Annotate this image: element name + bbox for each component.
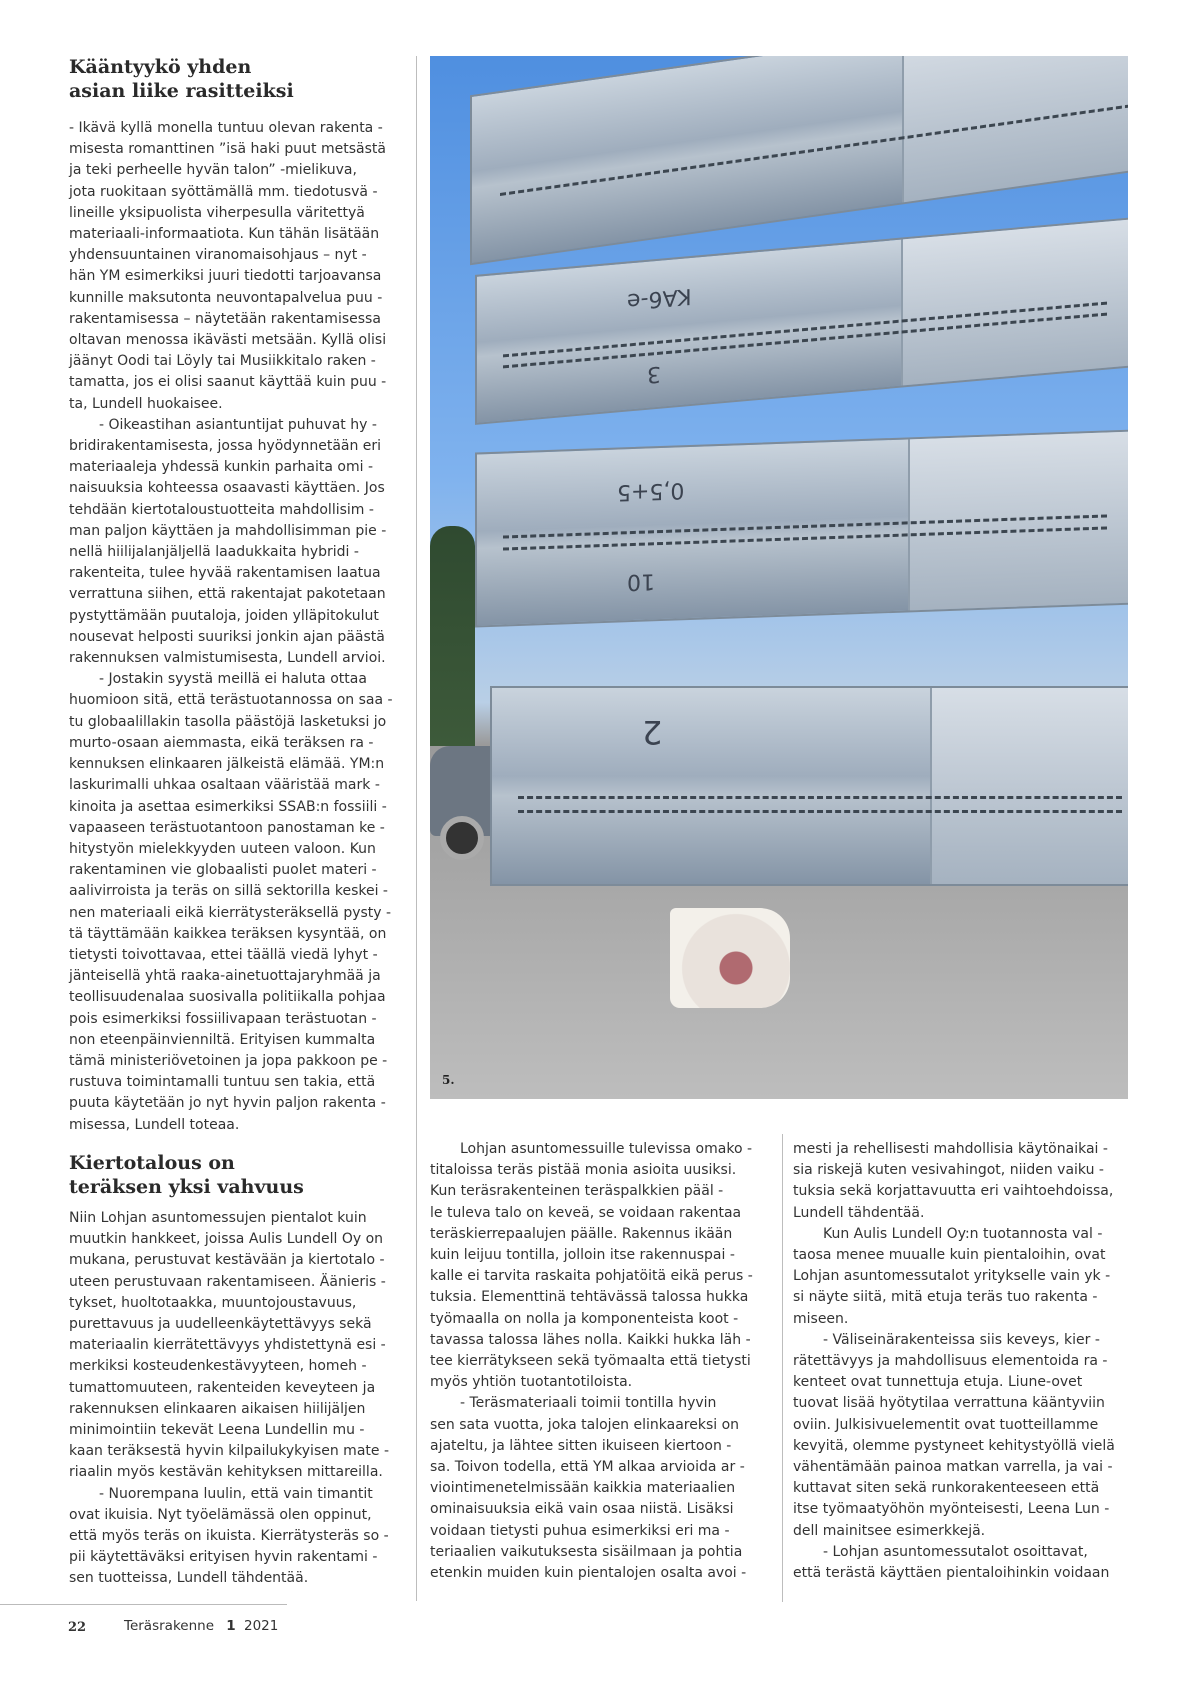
text-line: oviin. Julkisivuelementit ovat tuotteillamme	[793, 1416, 1099, 1433]
text-line: materiaaleja yhdessä kunkin parhaita omi -	[69, 459, 373, 476]
text-line: tietysti toivottavaa, ettei täällä viedä lyhyt -	[69, 946, 378, 963]
text-line: aalivirroista ja teräs on sillä sektorilla keskei -	[69, 883, 388, 900]
text-line: ja teki perheelle hyvän talon” -mielikuva,	[69, 162, 357, 179]
text-line: tee kierrätykseen sekä työmaalta että tietysti	[430, 1353, 751, 1370]
text-line: että myös teräs on ikuista. Kierrätysteräs so -	[69, 1528, 389, 1545]
text-line: materiaali-informaatiota. Kun tähän lisätään	[69, 226, 380, 243]
issue-number: 1	[226, 1618, 236, 1634]
text-line: Lundell tähdentää.	[793, 1204, 925, 1221]
marker-text: KA6-e	[627, 282, 692, 314]
steel-beams-photo	[430, 56, 1128, 1099]
text-line: voidaan tietysti puhua esimerkiksi eri ma -	[430, 1522, 730, 1539]
text-line: - Jostakin syystä meillä ei haluta ottaa	[99, 671, 367, 688]
text-line: kinoita ja asettaa esimerkiksi SSAB:n fossiili -	[69, 798, 387, 815]
text-line: rakennuksen valmistumisesta, Lundell arvioi.	[69, 650, 386, 667]
text-line: Lohjan asuntomessutalot yritykselle vain yk -	[793, 1268, 1111, 1285]
text-line: sen tuotteissa, Lundell tähdentää.	[69, 1570, 309, 1587]
magazine-name: Teräsrakenne	[124, 1618, 214, 1634]
steel-box-beam	[475, 429, 1128, 627]
text-line: oltavan menossa ikävästi metsään. Kyllä olisi	[69, 332, 387, 349]
text-line: mukana, perustuvat kestävään ja kiertotalo -	[69, 1252, 385, 1269]
text-line: kunnille maksutonta neuvontapalvelua puu -	[69, 289, 383, 306]
text-line: kaan teräksestä hyvin kilpailukykyisen mate -	[69, 1443, 389, 1460]
photo-caption: 5.	[442, 1073, 455, 1087]
marker-text: 10	[627, 568, 655, 595]
text-line: nellä hiilijalanjäljellä laadukkaita hybridi -	[69, 544, 359, 561]
text-line: tuksia. Elementtinä tehtävässä talossa hukka	[430, 1289, 749, 1306]
text-line: purettavuus ja uudelleenkäytettävyys sekä	[69, 1316, 372, 1333]
text-line: ajateltu, ja lähtee sitten ikuiseen kiertoon -	[430, 1437, 732, 1454]
text-line: non eteenpäinvienniltä. Erityisen kummalta	[69, 1031, 376, 1048]
text-line: tu globaalillakin tasolla päästöjä lasketuksi jo	[69, 713, 387, 730]
text-line: kennuksen elinkaaren jälkeistä elämää. YM:n	[69, 756, 385, 773]
tree	[430, 526, 475, 746]
text-line: hän YM esimerkiksi juuri tiedotti tarjoavansa	[69, 268, 382, 285]
text-line: tamatta, jos ei olisi saanut käyttää kuin puu -	[69, 374, 387, 391]
text-line: että terästä käyttäen pientaloihinkin voidaan	[793, 1565, 1110, 1582]
text-line: etenkin muiden kuin pientalojen osalta avoi -	[430, 1565, 747, 1582]
text-line: myös yhtiön tuotantotiloista.	[430, 1374, 633, 1391]
text-line: kuin leijuu tontilla, jolloin itse rakennuspai -	[430, 1247, 735, 1264]
text-line: titaloissa teräs pistää monia asioita uusiksi.	[430, 1162, 737, 1179]
text-line: huomioon sitä, että terästuotannossa on saa -	[69, 692, 393, 709]
text-line: kevyitä, olemme pystyneet kehitystyöllä vielä	[793, 1437, 1115, 1454]
text-line: minimointiin tekevät Leena Lundellin mu -	[69, 1422, 365, 1439]
text-line: miseen.	[793, 1310, 849, 1327]
text-line: rakentamisessa – näytetään rakentamisessa	[69, 310, 381, 327]
text-line: nen materiaali eikä kierrätysteräksellä pysty -	[69, 904, 392, 921]
text-line: taosa menee muualle kuin pientaloihin, ovat	[793, 1247, 1106, 1264]
text-line: tehdään kiertotaloustuotteita mahdollisim -	[69, 501, 374, 518]
text-line: vähentämään painoa matkan varrella, ja vai -	[793, 1459, 1113, 1476]
text-line: kenteet ovat tunnettuja etuja. Liune-ovet	[793, 1374, 1083, 1391]
text-line: Niin Lohjan asuntomessujen pientalot kuin	[69, 1210, 367, 1226]
text-line: riaalin myös kestävän kehityksen mittareilla.	[69, 1464, 383, 1481]
text-line: laskurimalli uhkaa osaltaan vääristää mark -	[69, 777, 380, 794]
text-line: jäänyt Oodi tai Löyly tai Musiikkitalo raken -	[69, 353, 376, 370]
magazine-issue	[124, 1618, 278, 1634]
text-line: pii käytettäväksi erityisen hyvin rakentami -	[69, 1549, 378, 1566]
column-divider	[782, 1134, 783, 1602]
text-line: murto-osaan aiemmasta, eikä teräksen ra -	[69, 734, 374, 751]
footer-rule	[0, 1604, 287, 1605]
text-line: rakenteita, tulee hyvää rakentamisen laatua	[69, 565, 381, 582]
text-line: työmaalla on nolla ja komponenteista koot -	[430, 1310, 739, 1327]
text-line: le tuleva talo on keveä, se voidaan rakentaa	[430, 1204, 742, 1221]
section1-body	[69, 118, 393, 1136]
issue-year: 2021	[244, 1618, 279, 1634]
text-line: man paljon käyttäen ja mahdollisimman pie -	[69, 522, 387, 539]
text-line: jänteisellä yhtä raaka-ainetuottajaryhmää ja	[69, 968, 381, 985]
text-line: lineille yksipuolista viherpesulla väritettyä	[69, 204, 365, 221]
text-line: sia riskejä kuten vesivahingot, niiden vaiku -	[793, 1162, 1104, 1179]
text-line: sa. Toivon todella, että YM alkaa arvioida ar -	[430, 1459, 745, 1476]
text-line: viointimenetelmissään kaikkia materiaalien	[430, 1480, 736, 1497]
text-line: rätettävyys ja mahdollisuus elementoida ra -	[793, 1353, 1108, 1370]
section2-body	[69, 1208, 389, 1590]
text-line: - Lohjan asuntomessutalot osoittavat,	[823, 1543, 1088, 1560]
text-line: bridirakentamisesta, jossa hyödynnetään eri	[69, 438, 382, 455]
marker-text: 2	[642, 713, 663, 751]
text-line: - Nuorempana luulin, että vain timantit	[99, 1485, 373, 1502]
text-line: hitystyön mielekkyyden uuteen valoon. Kun	[69, 840, 376, 857]
text-line: puuta käytetään jo nyt hyvin paljon rakenta -	[69, 1095, 386, 1112]
text-line: - Teräsmateriaali toimii tontilla hyvin	[460, 1395, 717, 1412]
text-line: materiaalin kierrätettävyys yhdistettynä esi -	[69, 1337, 386, 1354]
text-line: rakentaminen vie globaalisti puolet materi -	[69, 862, 377, 879]
text-line: teriaalien vaikutuksesta sisäilmaan ja pohtia	[430, 1543, 743, 1560]
text-line: teräskierrepaalujen päälle. Rakennus ikään	[430, 1225, 733, 1242]
column-divider	[416, 56, 417, 1601]
text-line: rustuva toimintamalli tuntuu sen takia, että	[69, 1074, 376, 1091]
text-line: si näyte siitä, mitä etuja teräs tuo rakenta -	[793, 1289, 1098, 1306]
text-line: tumattomuuteen, rakenteiden keveyteen ja	[69, 1379, 376, 1396]
text-line: mesti ja rehellisesti mahdollisia käytönaikai -	[793, 1141, 1108, 1157]
text-line: itse työmaatyöhön myönteisesti, Leena Lun -	[793, 1501, 1110, 1518]
text-line: vapaaseen terästuotantoon panostaman ke -	[69, 819, 385, 836]
text-line: Kun teräsrakenteinen teräspalkkien pääl -	[430, 1183, 724, 1200]
text-line: ominaisuuksia eikä vain osaa niistä. Lisäksi	[430, 1501, 734, 1518]
text-line: tavassa talossa lähes nolla. Kaikki hukka läh -	[430, 1331, 751, 1348]
text-line: tuovat lisää hyötytilaa verrattuna kääntyviin	[793, 1395, 1105, 1412]
text-line: dell mainitsee esimerkkejä.	[793, 1522, 986, 1539]
text-line: teollisuudenalaa suosivalla politiikalla pohjaa	[69, 989, 386, 1006]
text-line: merkiksi kosteudenkestävyyteen, homeh -	[69, 1358, 367, 1375]
text-line: Kun Aulis Lundell Oy:n tuotannosta val -	[823, 1225, 1103, 1242]
text-line: - Oikeastihan asiantuntijat puhuvat hy -	[99, 416, 377, 433]
text-line: ta, Lundell huokaisee.	[69, 395, 223, 412]
text-line: ovat ikuisia. Nyt työelämässä olen oppinut,	[69, 1506, 372, 1523]
text-line: - Väliseinärakenteissa siis keveys, kier -	[823, 1331, 1100, 1348]
text-line: naisuuksia kohteessa osaavasti käyttäen. Jos	[69, 480, 385, 497]
text-line: muutkin hankkeet, joissa Aulis Lundell Oy on	[69, 1231, 384, 1248]
text-line: Lohjan asuntomessuille tulevissa omako -	[460, 1141, 753, 1157]
text-line: sen sata vuotta, joka talojen elinkaareksi on	[430, 1416, 740, 1433]
column2-body	[430, 1139, 753, 1584]
car-wheel	[440, 816, 484, 860]
heading-line: Kiertotalous on	[69, 1152, 235, 1174]
text-line: verrattuna siihen, että rakentajat pakotetaan	[69, 586, 386, 603]
section1-heading	[69, 55, 294, 103]
text-line: kuttavat siten sekä runkorakenteeseen että	[793, 1480, 1100, 1497]
text-line: rakennuksen elinkaaren aikaisen hiilijäljen	[69, 1400, 366, 1417]
steel-box-beam	[490, 686, 1128, 886]
floral-sticker	[670, 908, 790, 1008]
text-line: misesta romanttinen ”isä haki puut metsästä	[69, 141, 386, 158]
heading-line: Kääntyykö yhden	[69, 56, 252, 78]
marker-text: 3	[647, 360, 661, 387]
heading-line: teräksen yksi vahvuus	[69, 1176, 304, 1198]
text-line: tykset, huoltotaakka, muuntojoustavuus,	[69, 1294, 357, 1311]
text-line: pois esimerkiksi fossiilivapaan terästuotan -	[69, 1010, 377, 1027]
text-line: pystyttämään puutaloja, joiden ylläpitokulut	[69, 607, 379, 624]
text-line: jota ruokitaan syöttämällä mm. tiedotusvä -	[69, 183, 378, 200]
text-line: - Ikävä kyllä monella tuntuu olevan rakenta -	[69, 120, 383, 136]
column3-body	[793, 1139, 1115, 1584]
section2-heading	[69, 1151, 304, 1199]
text-line: misessa, Lundell toteaa.	[69, 1116, 240, 1133]
page-number: 22	[68, 1620, 87, 1635]
text-line: tämä ministeriövetoinen ja jopa pakkoon pe -	[69, 1052, 388, 1069]
text-line: kalle ei tarvita raskaita pohjatöitä eikä perus -	[430, 1268, 753, 1285]
text-line: uteen perustuvaan rakentamiseen. Äänieris -	[69, 1273, 386, 1290]
heading-line: asian liike rasitteiksi	[69, 80, 294, 102]
marker-text: 0,5+5	[617, 477, 685, 505]
text-line: yhdensuuntainen viranomaisohjaus – nyt -	[69, 247, 367, 264]
text-line: nousevat helposti suuriksi jonkin ajan päästä	[69, 628, 385, 645]
text-line: tuksia sekä korjattavuutta eri vaihtoehdoissa,	[793, 1183, 1114, 1200]
text-line: tä täyttämään kaikkea teräksen kysyntää, on	[69, 925, 387, 942]
